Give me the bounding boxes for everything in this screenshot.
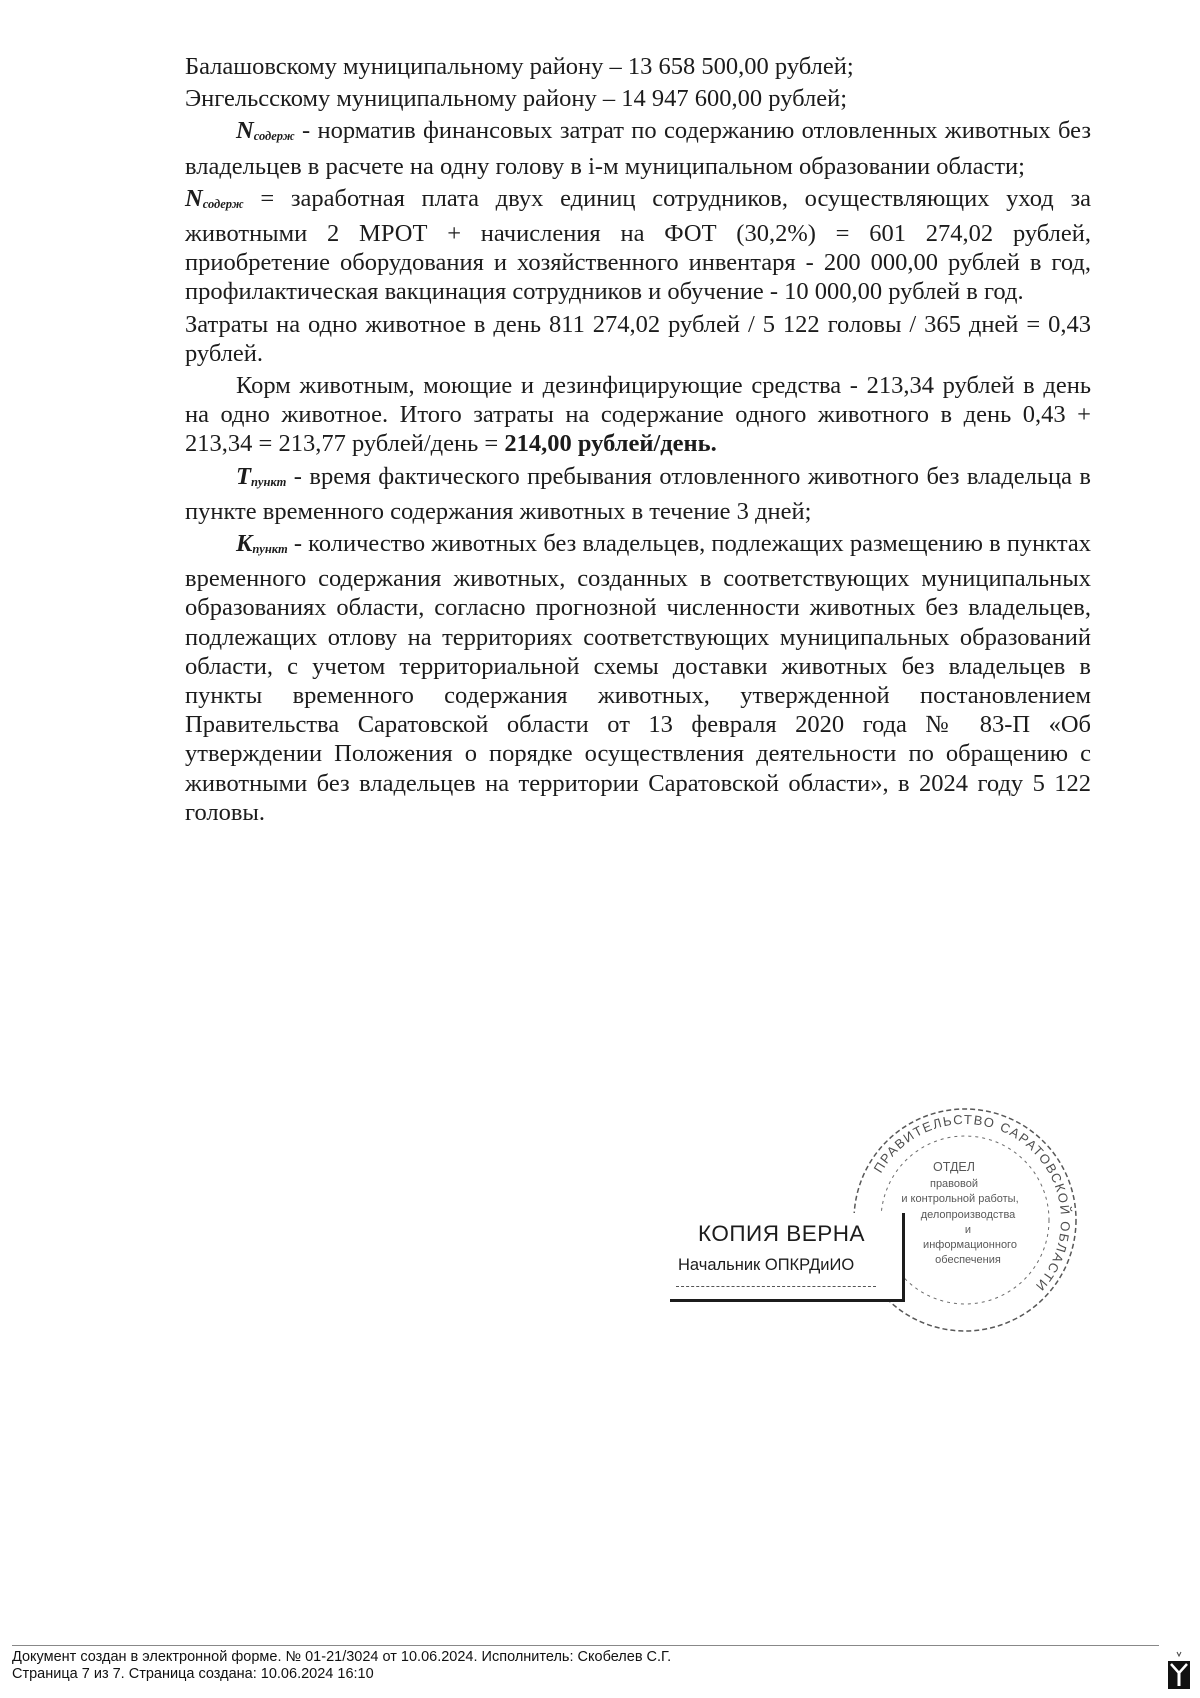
paragraph-text: Энгельсскому муниципальному району – 14 947 600,00 рублей;: [185, 85, 848, 113]
seal-center-line: и контрольной работы,: [901, 1193, 1019, 1205]
document-footer: [12, 1649, 671, 1683]
variable-base: T: [236, 462, 251, 490]
variable-base: N: [185, 184, 203, 212]
variable-base: N: [236, 117, 254, 145]
paragraph-text: - норматив финансовых затрат по содержанию отловленных животных без владельцев в расчете на одну голову в i-м муниципальном образовании области;: [185, 117, 1091, 180]
seal-center-line: обеспечения: [935, 1254, 1001, 1266]
formula-variable: [236, 117, 295, 144]
paragraph-text: - количество животных без владельцев, подлежащих размещению в пунктах временного содержания животных, созданных в соответствующих муниципальных образованиях области, согласно прогнозной численности животных без владельцев, подлежащих отлову на территориях соответствующих муниципальных образований области, с учетом территориальной схемы доставки животных без владельцев в пункты временного содержания животных, утвержденной постановлением Правительства Саратовской области от 13 февраля 2020 года № 83-П «Об утверждении Положения о порядке осуществления деятельности по обращению с животными без владельцев на территории Саратовской области», в 2024 году 5 122 головы.: [185, 530, 1091, 826]
footer-document-info: Документ создан в электронной форме. № 01-21/3024 от 10.06.2024. Исполнитель: Скобелев С.Г.: [12, 1649, 672, 1665]
formula-variable: [185, 185, 244, 212]
copy-stamp-title: КОПИЯ ВЕРНА: [698, 1221, 865, 1246]
paragraph-balashov: [185, 52, 1091, 81]
copy-true-stamp: [670, 1213, 905, 1302]
paragraph-n-calculation: [185, 184, 1091, 307]
paragraph-text: Затраты на одно животное в день 811 274,02 рублей / 5 122 головы / 365 дней = 0,43 рублей.: [185, 310, 1091, 367]
paragraph-k-definition: [185, 529, 1091, 827]
paragraph-t-definition: [185, 462, 1091, 526]
formula-variable: [236, 530, 288, 557]
footer-page-info: Страница 7 из 7. Страница создана: 10.06.2024 16:10: [12, 1666, 374, 1682]
seal-center-line: и: [964, 1224, 972, 1236]
total-cost-bold: 214,00 рублей/день.: [504, 430, 717, 458]
paragraph-text: = заработная плата двух единиц сотрудников, осуществляющих уход за животными 2 МРОТ + начисления на ФОТ (30,2%) = 601 274,02 рублей, приобретение оборудования и хозяйственного инвентаря - 200 000,00 рублей в год, профилактическая вакцинация сотрудников и обучение - 10 000,00 рублей в год.: [185, 184, 1091, 306]
paragraph-engels: [185, 84, 1091, 113]
seal-center-line: информационного: [923, 1239, 1017, 1251]
copy-stamp-role: Начальник ОПКРДиИО: [678, 1256, 855, 1274]
paragraph-text: - время фактического пребывания отловленного животного без владельца в пункте временного содержания животных в течение 3 дней;: [185, 462, 1091, 525]
variable-subscript: пункт: [252, 542, 288, 557]
variable-base: K: [236, 530, 253, 558]
variable-subscript: содерж: [202, 196, 244, 211]
paragraph-text: Корм животным, моющие и дезинфицирующие средства - 213,34 рублей в день на одно животное. Итого затраты на содержание одного животного в день 0,43 + 213,34 = 213,77 рублей/день =: [185, 372, 1091, 458]
paragraph-feed-cost: [185, 371, 1091, 459]
seal-center-line: ОТДЕЛ: [933, 1160, 975, 1174]
variable-subscript: содерж: [253, 129, 295, 144]
certification-stamps: [660, 1105, 1080, 1335]
document-body: [185, 52, 1091, 830]
footer-divider: [12, 1645, 1159, 1646]
signature-line: [676, 1286, 876, 1287]
formula-variable: [236, 463, 286, 490]
paragraph-daily-cost: [185, 310, 1091, 368]
seal-ring-text: ПРАВИТЕЛЬСТВО САРАТОВСКОЙ ОБЛАСТИ: [870, 1111, 1074, 1295]
paragraph-n-definition: [185, 116, 1091, 180]
regional-emblem-icon: [1168, 1651, 1190, 1689]
paragraph-text: Балашовскому муниципальному району – 13 658 500,00 рублей;: [185, 53, 854, 80]
seal-center-line: делопроизводства: [920, 1209, 1016, 1221]
variable-subscript: пункт: [250, 474, 287, 489]
seal-center-line: правовой: [929, 1178, 979, 1190]
